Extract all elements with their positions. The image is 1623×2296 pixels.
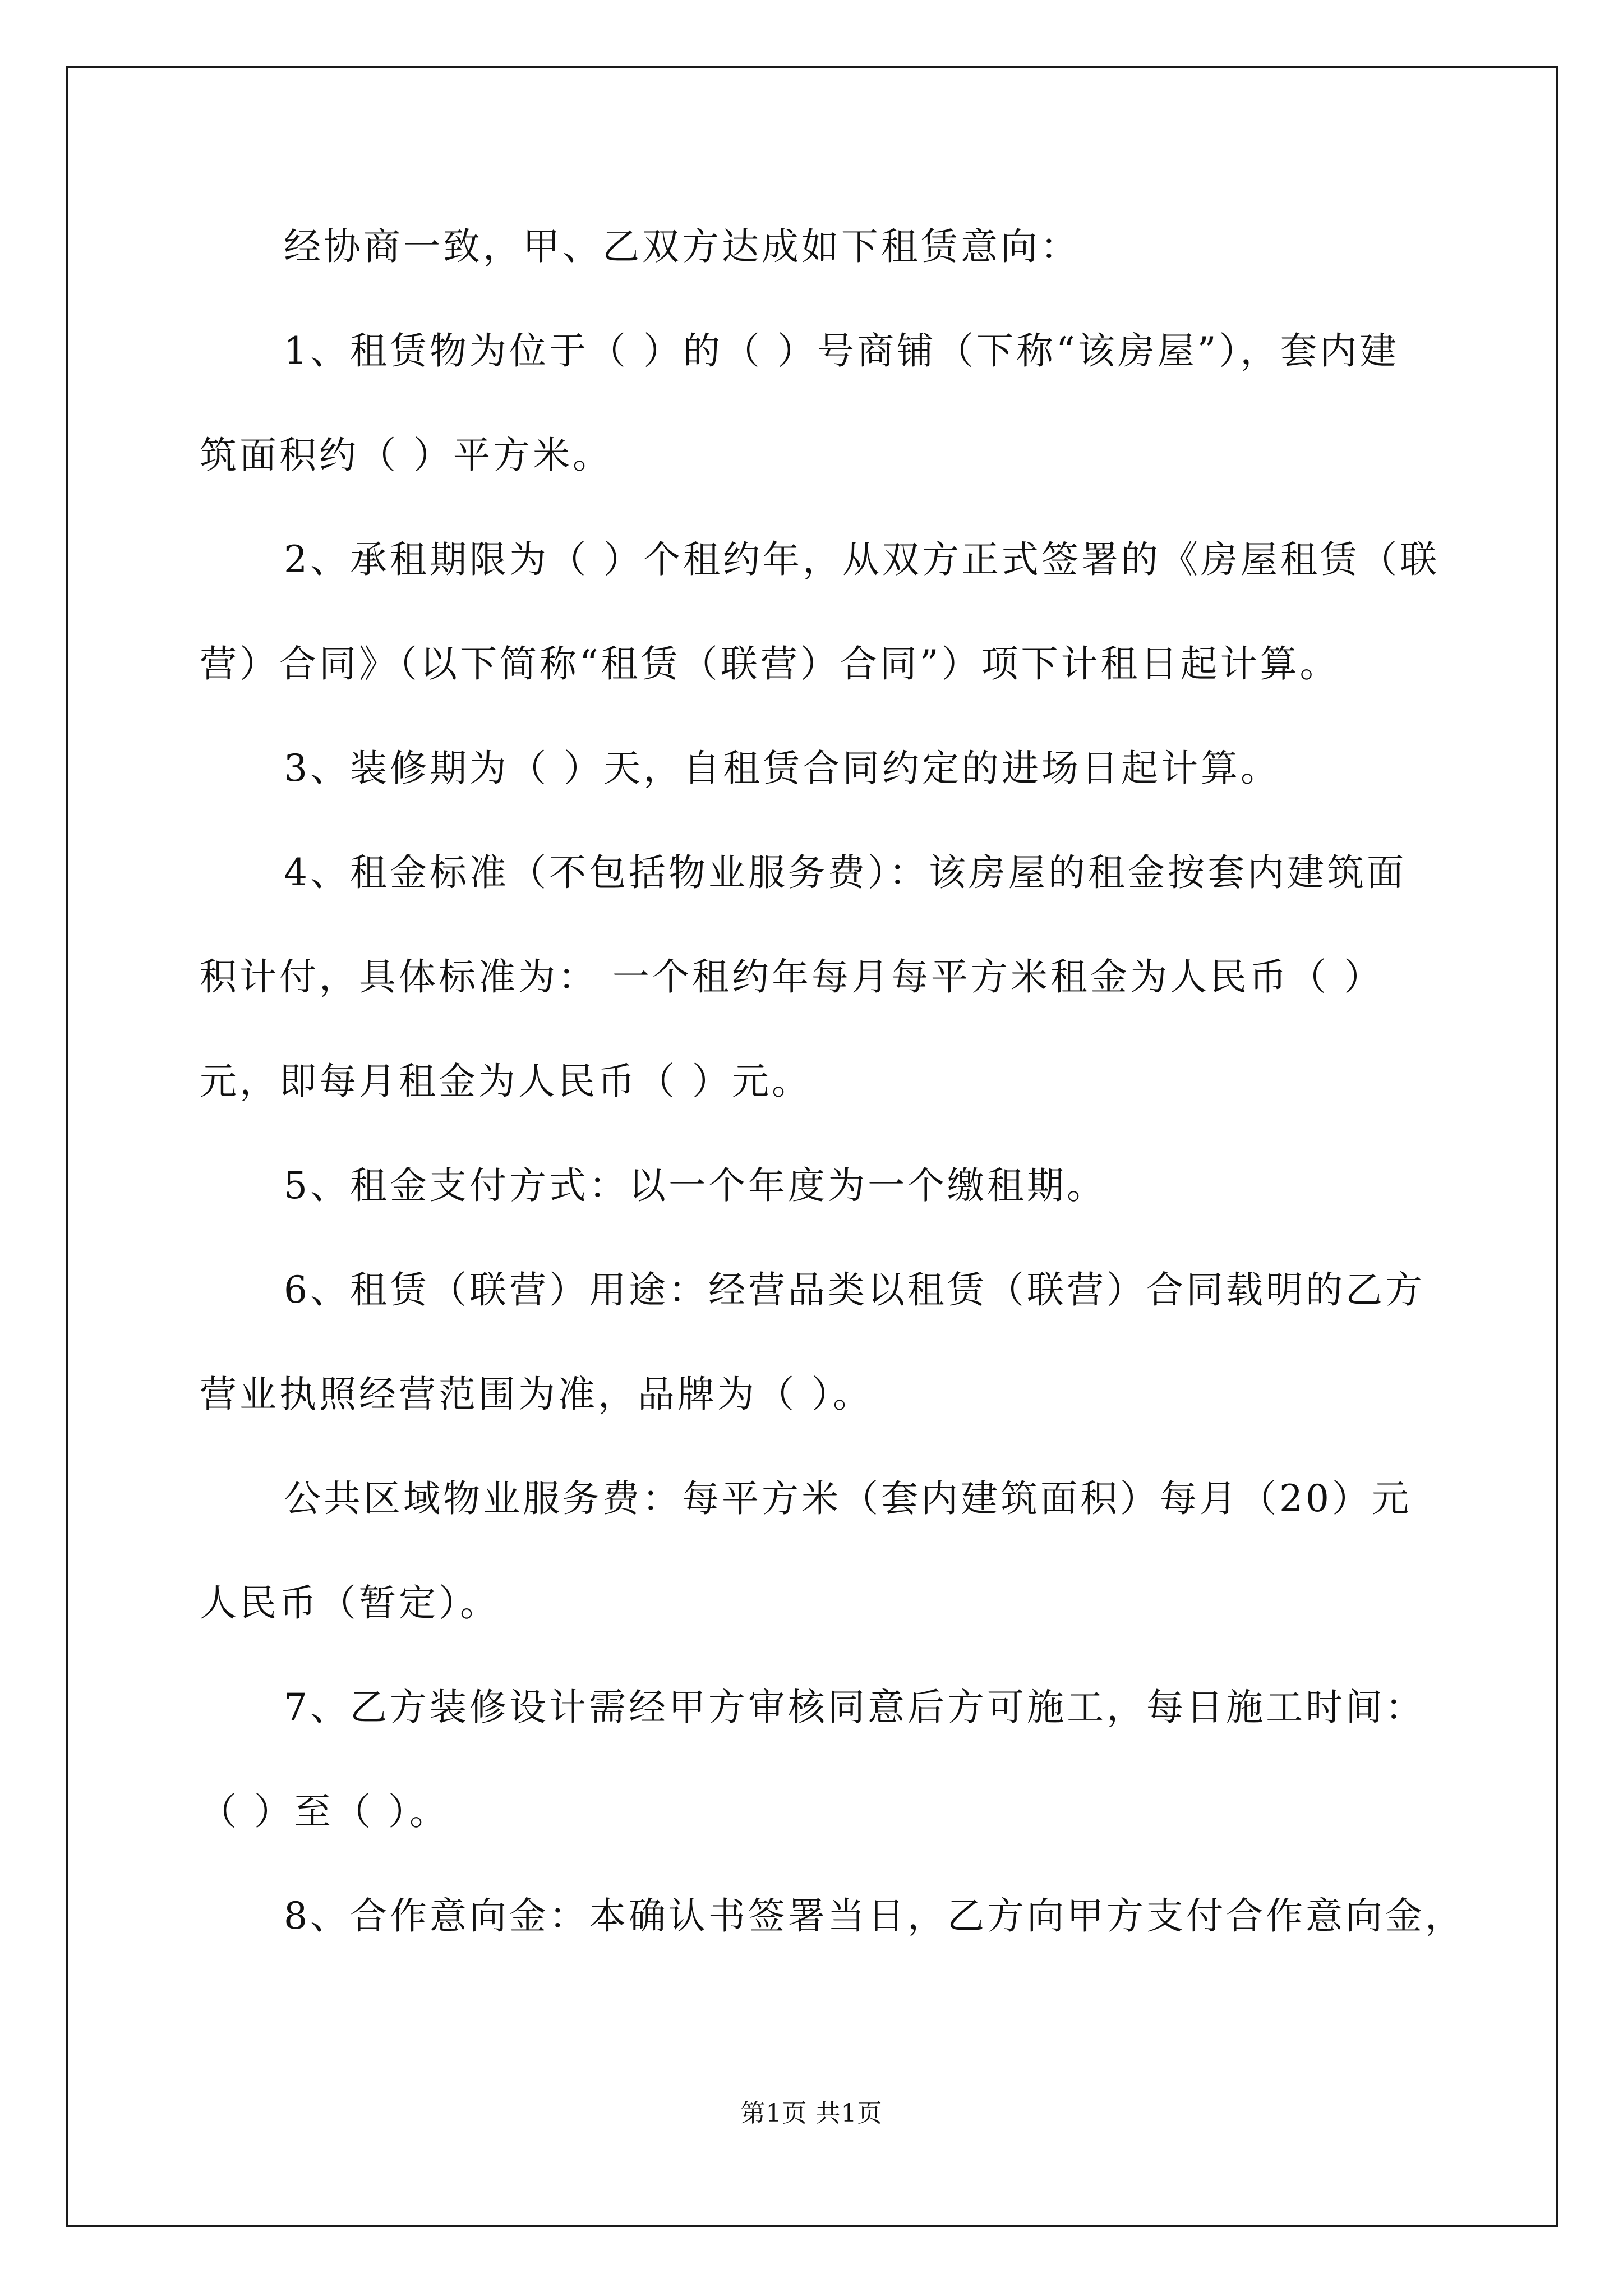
paragraph-line: （ ）至（ ）。 xyxy=(200,1790,449,1833)
paragraph-line: 3、装修期为（ ）天，自租赁合同约定的进场日起计算。 xyxy=(284,747,1280,790)
paragraph-line: 1、租赁物为位于（ ）的（ ）号商铺（下称“该房屋”），套内建 xyxy=(284,329,1400,372)
paragraph-line: 营）合同》（以下简称“租赁（联营）合同”）项下计租日起计算。 xyxy=(200,642,1340,685)
paragraph-line: 6、租赁（联营）用途：经营品类以租赁（联营）合同载明的乙方 xyxy=(284,1268,1425,1312)
paragraph-line: 5、租金支付方式：以一个年度为一个缴租期。 xyxy=(284,1164,1106,1207)
paragraph-line: 8、合作意向金：本确认书签署当日，乙方向甲方支付合作意向金， xyxy=(284,1894,1465,1938)
paragraph-line: 营业执照经营范围为准，品牌为（ ）。 xyxy=(200,1373,873,1416)
paragraph-line: 筑面积约（ ）平方米。 xyxy=(200,434,612,477)
paragraph-line: 公共区域物业服务费：每平方米（套内建筑面积）每月（20）元 xyxy=(284,1477,1412,1520)
page-footer: 第1页 共1页 xyxy=(740,2099,883,2128)
paragraph-line: 2、承租期限为（ ）个租约年，从双方正式签署的《房屋租赁（联 xyxy=(284,538,1440,581)
paragraph-line: 经协商一致，甲、乙双方达成如下租赁意向： xyxy=(284,225,1080,268)
paragraph-line: 元，即每月租金为人民币（ ）元。 xyxy=(200,1060,811,1103)
paragraph-line: 4、租金标准（不包括物业服务费）：该房屋的租金按套内建筑面 xyxy=(284,851,1407,894)
paragraph-line: 积计付，具体标准为： 一个租约年每月每平方米租金为人民币（ ） xyxy=(200,955,1384,999)
paragraph-line: 7、乙方装修设计需经甲方审核同意后方可施工，每日施工时间： xyxy=(284,1686,1425,1729)
paragraph-line: 人民币（暂定）。 xyxy=(200,1581,500,1625)
